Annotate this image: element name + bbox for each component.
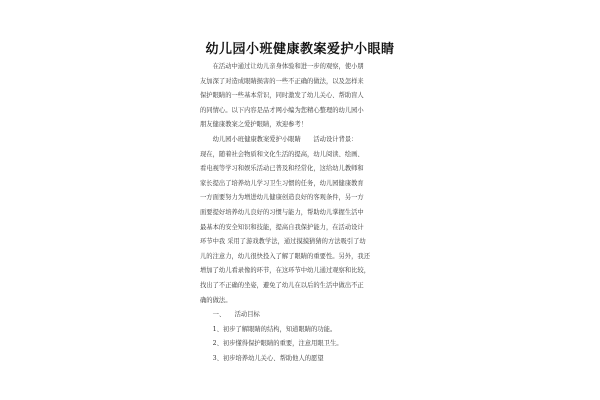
body-line: 一方面要努力为增进幼儿健康创造良好的客观条件，另一方 bbox=[200, 194, 364, 202]
body-line: 找出了不正确的坐姿，避免了幼儿在以后的生活中做出不正 bbox=[200, 281, 364, 289]
body-line: 友加深了对造成眼睛损害的一些不正确的做法，以及怎样来 bbox=[200, 77, 364, 85]
body-line: 在活动中通过让幼儿亲身体验和进一步的观察，使小朋 bbox=[200, 63, 364, 70]
document-body bbox=[200, 60, 410, 366]
body-line: 保护眼睛的一些基本常识，同时激发了幼儿关心、帮助盲人 bbox=[200, 92, 364, 100]
body-line: 家长提出了培养幼儿学习卫生习惯的任务，幼儿园健康教育 bbox=[200, 179, 364, 187]
body-line: 看电视等学习和娱乐活动已普及和经常化，这给幼儿教师和 bbox=[200, 165, 364, 173]
list-item: 1、初步了解眼睛的结构，知道眼睛的功能。 bbox=[200, 325, 337, 333]
body-line: 确的做法。 bbox=[200, 296, 232, 304]
body-line: 朋友健康教案之爱护眼睛，欢迎参考！ bbox=[200, 121, 308, 129]
section-heading: 一、 活动目标 bbox=[200, 311, 260, 319]
body-line: 增加了幼儿看录像的环节，在这环节中幼儿通过观察和比较， bbox=[200, 267, 371, 275]
document-title: 幼儿园小班健康教案爱护小眼睛 bbox=[205, 42, 395, 57]
body-line: 现在，随着社会物质和文化生活的提高，幼儿阅读、绘画、 bbox=[200, 150, 364, 158]
body-line: 儿的注意力，幼儿很快投入了解了眼睛的重要性。另外，我还 bbox=[200, 252, 371, 260]
list-item: 3、初步培养幼儿关心、帮助他人的愿望 bbox=[200, 354, 324, 362]
body-line: 环节中我 采用了游戏教学法，通过摸摸猜猜的方法吸引了幼 bbox=[200, 238, 366, 246]
list-item: 2、初步懂得保护眼睛的重要，注意用眼卫生。 bbox=[200, 340, 343, 348]
body-line: 的同情心。以下内容是品才网小编为您精心整理的幼儿园小 bbox=[200, 106, 364, 114]
body-line: 面要提好培养幼儿良好的习惯与能力，帮助幼儿掌握生活中 bbox=[200, 208, 364, 216]
body-line: 幼儿园小班健康教案爱护小眼睛 活动设计背景： bbox=[200, 135, 358, 143]
body-line: 最基本的安全知识和技能，提高自我保护能力，在活动设计 bbox=[200, 223, 364, 231]
